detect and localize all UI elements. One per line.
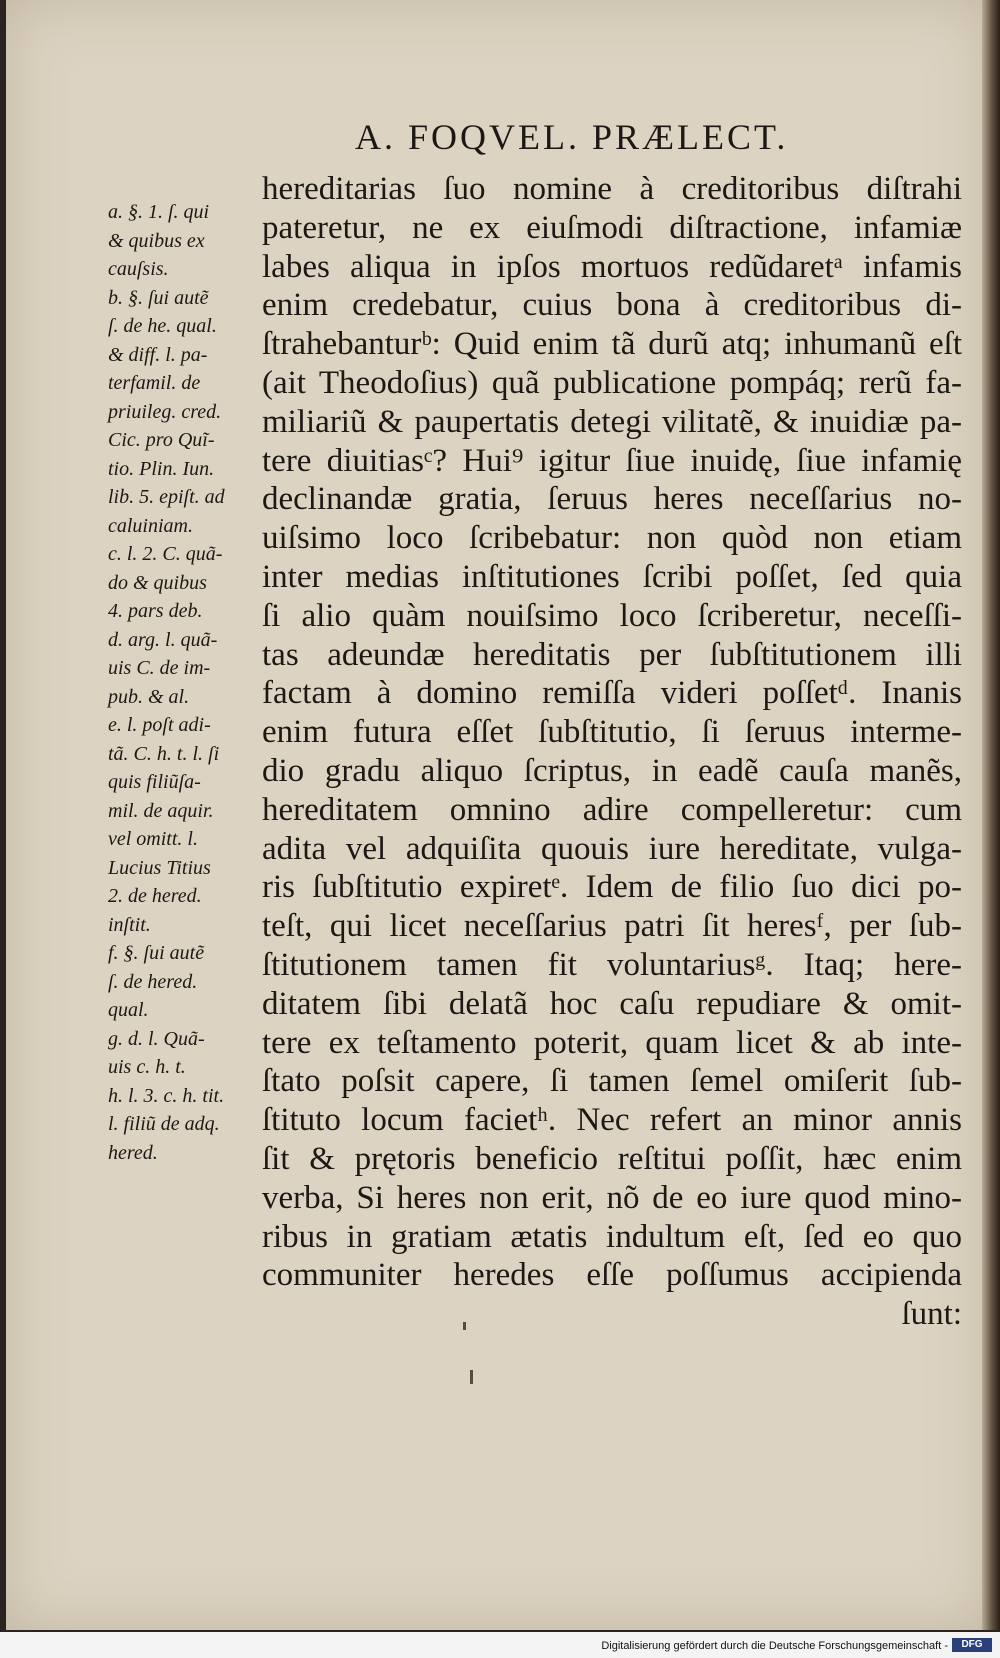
text-line: miliariũ & paupertatis detegi vilitatẽ, & inuidiæ pa-	[262, 403, 962, 440]
text-line: tere diuitiasᶜ? Hui⁹ igitur ſiue inuidę, ſiue infamię	[262, 442, 962, 479]
marginal-note-line: vel omitt. l.	[108, 828, 198, 850]
running-head: A. FOQVEL. PRÆLECT.	[355, 117, 789, 157]
marginal-note-line: c. l. 2. C. quã-	[108, 543, 223, 565]
marginal-note-line: Lucius Titius	[108, 856, 211, 879]
text-line: uiſsimo loco ſcribebatur: non quòd non etiam	[262, 520, 962, 557]
text-line: ſit & prętoris beneficio reſtitui poſſit, hæc enim	[262, 1140, 962, 1177]
text-line: (ait Theodoſius) quã publicatione pompáq; rerũ fa-	[262, 364, 962, 401]
text-line: enim credebatur, cuius bona à creditoribus di-	[262, 287, 962, 324]
text-line: ſtituto locum facietʰ. Nec refert an minor annis	[262, 1102, 962, 1139]
marginal-note-line: d. arg. l. quã-	[108, 628, 218, 651]
marginal-note-line: tã. C. h. t. l. ſi	[108, 742, 220, 765]
marginal-note-line: uis C. de im-	[108, 657, 211, 679]
text-line: ſtrahebanturᵇ: Quid enim tã durũ atq; inhumanũ eſt	[262, 326, 962, 363]
text-line: pateretur, ne ex eiuſmodi diſtractione, infamiæ	[262, 209, 962, 246]
marginal-note-line: tio. Plin. Iun.	[108, 457, 215, 480]
marginal-note-line: caluiniam.	[108, 514, 193, 537]
text-line: communiter heredes eſſe poſſumus accipienda	[262, 1257, 962, 1294]
marginal-note-line: f. §. ſui autẽ	[108, 942, 205, 964]
marginal-note-line: e. l. poſt adi-	[108, 714, 211, 736]
marginal-note-line: ſ. de he. qual.	[108, 315, 217, 337]
text-line: factam à domino remiſſa videri poſſetᵈ. Inanis	[262, 675, 962, 712]
marginal-note-line: qual.	[108, 999, 149, 1021]
text-line: hereditatem omnino adire compelleretur: cum	[262, 791, 962, 828]
text-line: declinandæ gratia, ſeruus heres neceſſarius no-	[262, 481, 962, 518]
marginal-notes	[108, 198, 258, 1167]
marginal-note-line: 2. de hered.	[108, 885, 202, 907]
marginal-note-line: l. filiũ de adq.	[108, 1113, 220, 1135]
marginal-note-line: cauſsis.	[108, 258, 169, 280]
marginal-note-line: ſ. de hered.	[108, 970, 198, 993]
dfg-logo: DFG	[952, 1638, 992, 1652]
marginal-note-line: & quibus ex	[108, 229, 205, 252]
text-line: ſunt:	[901, 1296, 962, 1333]
text-line: dio gradu aliquo ſcriptus, in eadẽ cauſa manẽs,	[262, 752, 962, 789]
text-line: ribus in gratiam ætatis indultum eſt, ſed eo quo	[262, 1218, 962, 1255]
page-speck	[470, 1370, 473, 1384]
marginal-note-line: uis c. h. t.	[108, 1056, 186, 1078]
marginal-note-line: a. §. 1. ſ. qui	[108, 201, 210, 223]
text-line: ſi alio quàm nouiſsimo loco ſcriberetur, neceſſi-	[262, 597, 962, 634]
page-speck	[463, 1322, 466, 1330]
marginal-note-line: mil. de aquir.	[108, 799, 214, 822]
text-line: enim futura eſſet ſubſtitutio, ſi ſeruus interme-	[262, 714, 962, 751]
text-line: teſt, qui licet neceſſarius patri ſit heresᶠ, per ſub-	[262, 908, 962, 945]
marginal-note-line: b. §. ſui autẽ	[108, 286, 209, 309]
text-line: tere ex teſtamento poterit, quam licet & ab inte-	[262, 1024, 962, 1061]
text-line: ſtitutionem tamen fit voluntariusᵍ. Itaq; here-	[262, 946, 962, 983]
digitization-footer	[0, 1632, 1000, 1658]
text-line: ris ſubſtitutio expiretᵉ. Idem de filio ſuo dici po-	[262, 869, 962, 906]
marginal-note-line: & diff. l. pa-	[108, 343, 208, 366]
marginal-note-line: lib. 5. epiſt. ad	[108, 486, 225, 508]
marginal-note-line: do & quibus	[108, 571, 207, 594]
text-line: ſtato poſsit capere, ſi tamen ſemel omiſerit ſub-	[262, 1063, 962, 1100]
marginal-note-line: quis filiũſa-	[108, 771, 201, 793]
text-line: tas adeundæ hereditatis per ſubſtitutionem illi	[262, 636, 962, 673]
marginal-note-line: terfamil. de	[108, 372, 201, 394]
text-line: hereditarias ſuo nomine à creditoribus diſtrahi	[262, 171, 962, 207]
marginal-note-line: pub. & al.	[108, 685, 190, 708]
marginal-note-line: 4. pars deb.	[108, 600, 203, 622]
marginal-note-line: Cic. pro Quĩ-	[108, 429, 215, 451]
footer-credit: Digitalisierung gefördert durch die Deutsche Forschungsgemeinschaft -	[601, 1640, 948, 1652]
text-line: adita vel adquiſita quouis iure hereditate, vulga-	[262, 830, 962, 867]
marginal-note-line: priuileg. cred.	[108, 400, 222, 423]
text-line: labes aliqua in ipſos mortuos redũdaretᵃ infamis	[262, 248, 962, 285]
text-line: verba, Si heres non erit, nõ de eo iure quod mino-	[262, 1179, 962, 1216]
text-line: inter medias inſtitutiones ſcribi poſſet, ſed quia	[262, 558, 962, 595]
marginal-note-line: inſtit.	[108, 913, 151, 936]
marginal-note-line: hered.	[108, 1141, 158, 1164]
main-text-block	[262, 170, 962, 1334]
text-line: ditatem ſibi delatã hoc caſu repudiare & omit-	[262, 985, 962, 1022]
marginal-note-line: g. d. l. Quã-	[108, 1027, 205, 1050]
marginal-note-line: h. l. 3. c. h. tit.	[108, 1084, 225, 1107]
book-spine	[982, 0, 1000, 1630]
